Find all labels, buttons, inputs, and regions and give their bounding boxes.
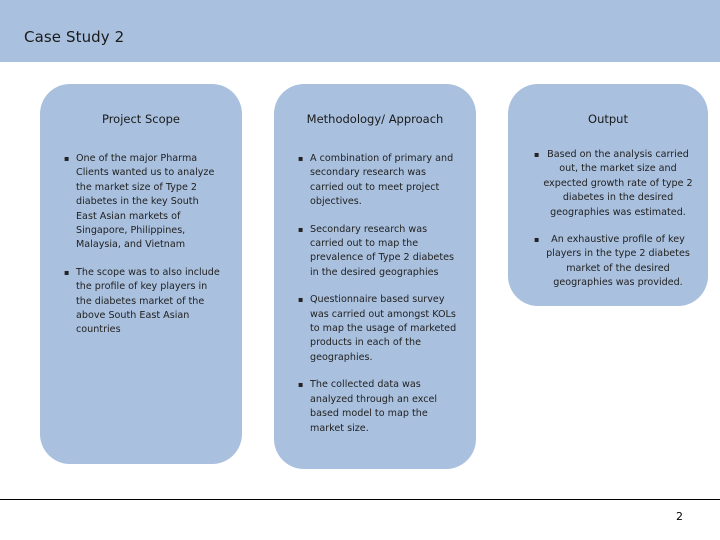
bullet-icon: ▪ xyxy=(298,224,304,234)
bullet-item xyxy=(298,293,458,365)
bullet-item xyxy=(64,266,222,338)
methodology-heading: Methodology/ Approach xyxy=(306,112,444,126)
bullet-text: An exhaustive profile of key players in the type 2 diabetes market of the desired geographies was provided. xyxy=(546,234,690,289)
bullet-icon: ▪ xyxy=(298,380,304,390)
bullet-icon: ▪ xyxy=(298,154,304,163)
bullet-item xyxy=(298,378,458,436)
bullet-icon: ▪ xyxy=(534,235,540,245)
bullet-item xyxy=(298,223,458,281)
bullet-item xyxy=(534,148,694,220)
project-scope-heading: Project Scope xyxy=(101,112,181,126)
bullet-item xyxy=(298,152,458,210)
bullet-text: A combination of primary and secondary research was carried out to meet project objectives. xyxy=(310,153,454,208)
bullet-item xyxy=(534,233,694,291)
bullet-icon: ▪ xyxy=(298,295,304,305)
bullet-text: Based on the analysis carried out, the market size and expected growth rate of type 2 diabetes in the desired geographies was estimated. xyxy=(543,149,693,218)
page-title: Case Study 2 xyxy=(24,28,125,46)
methodology-card xyxy=(274,84,476,469)
bullet-text: The scope was to also include the profile of key players in the diabetes market of the above South East Asian countries xyxy=(76,266,220,336)
bullet-text: Secondary research was carried out to map the prevalence of Type 2 diabetes in the desired geographies xyxy=(310,223,454,278)
bullet-text: One of the major Pharma Clients wanted us to analyze the market size of Type 2 diabetes in the key South East Asian markets of Singapore, Philippines, Malaysia, and Vietnam xyxy=(76,153,215,251)
output-card xyxy=(508,84,708,306)
page-number: 2 xyxy=(676,510,683,523)
bullet-icon: ▪ xyxy=(64,267,70,277)
bullet-item xyxy=(64,152,222,253)
bullet-text: The collected data was analyzed through an excel based model to map the market size. xyxy=(310,379,438,434)
bullet-icon: ▪ xyxy=(534,150,540,159)
output-heading: Output xyxy=(588,112,628,126)
footer-divider xyxy=(0,499,720,500)
project-scope-card xyxy=(40,84,242,464)
bullet-text: Questionnaire based survey was carried out amongst KOLs to map the usage of marketed products in each of the geographies. xyxy=(310,294,457,363)
bullet-icon: ▪ xyxy=(64,154,70,163)
footer-tick xyxy=(0,499,10,500)
